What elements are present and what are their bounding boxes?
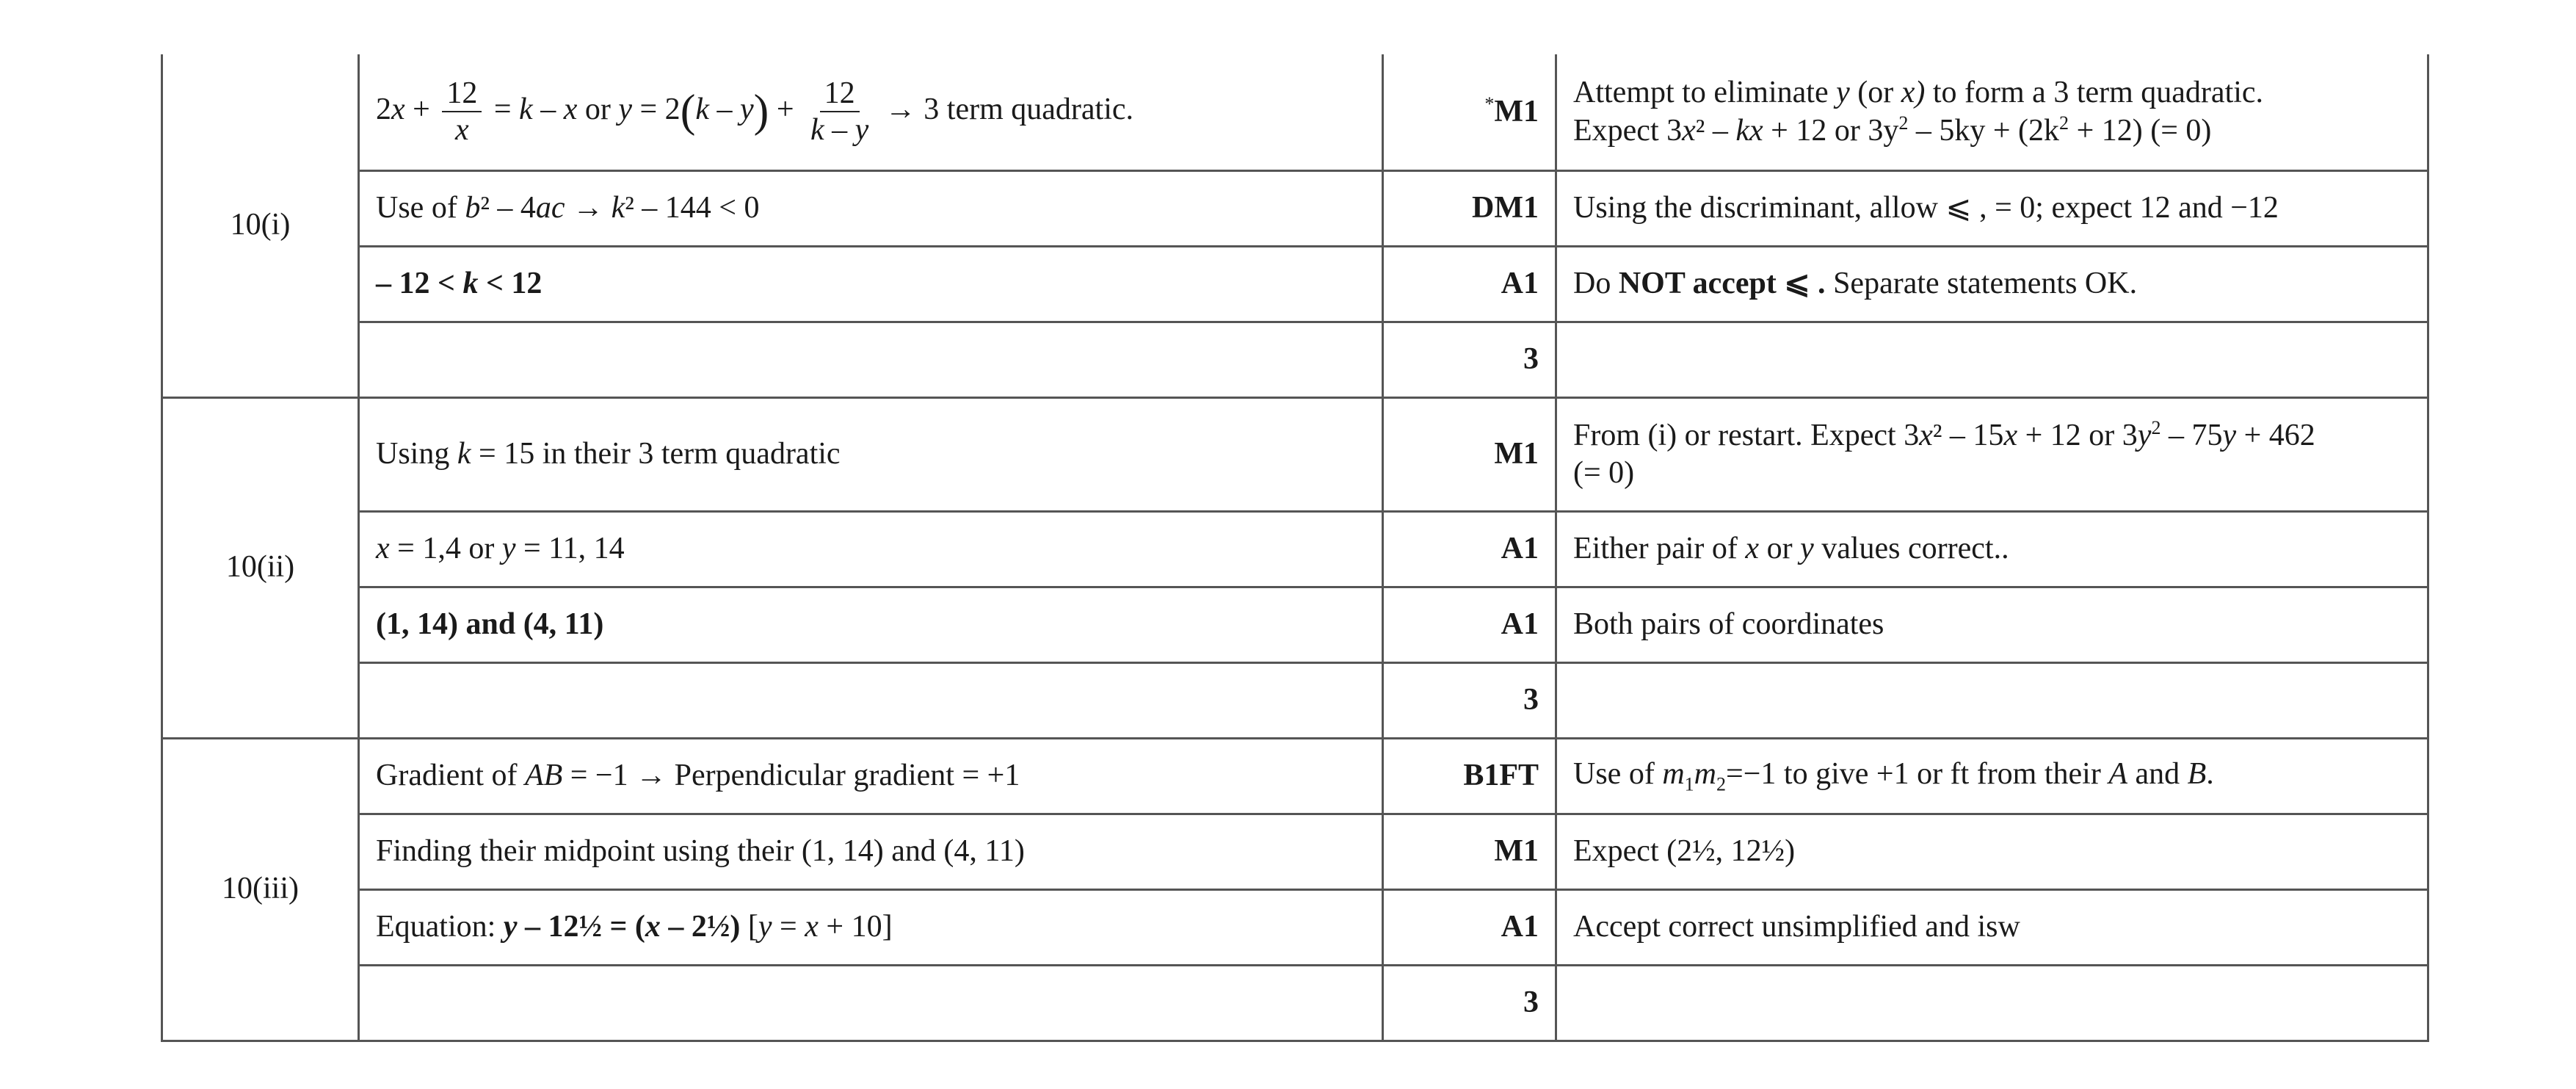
guidance-cell: Using the discriminant, allow ⩽ , = 0; expect 12 and −12 <box>1556 170 2428 246</box>
mark-cell: A1 <box>1383 587 1556 662</box>
table-row <box>162 511 2428 587</box>
question-number: 10(ii) <box>162 397 359 738</box>
answer-cell: Equation: y – 12½ = (x – 2½) [y = x + 10] <box>359 889 1383 965</box>
mark-cell: M1 <box>1383 814 1556 889</box>
guidance-cell: Attempt to eliminate y (or x) to form a 3 term quadratic. Expect 3x² – kx + 12 or $3y^2 - 5ky + (2k^2 + 12)$ (= 0) <box>1556 54 2428 170</box>
answer-cell <box>359 965 1383 1041</box>
table-row <box>162 587 2428 662</box>
question-number: 10(iii) <box>162 738 359 1041</box>
table-row <box>162 738 2428 814</box>
table-row <box>162 889 2428 965</box>
table-row <box>162 965 2428 1041</box>
guidance-cell <box>1556 965 2428 1041</box>
answer-cell: Use of b² – 4ac → k² – 144 < 0 <box>359 170 1383 246</box>
answer-cell <box>359 322 1383 397</box>
mark-cell: B1FT <box>1383 738 1556 814</box>
total-marks: 3 <box>1383 322 1556 397</box>
guidance-cell: Do NOT accept ⩽ . Separate statements OK. <box>1556 246 2428 322</box>
total-marks: 3 <box>1383 662 1556 738</box>
table-row <box>162 397 2428 511</box>
table-row <box>162 54 2428 170</box>
table-row <box>162 322 2428 397</box>
guidance-cell: Use of $m_1m_2=-1$ to give +1 or ft from their A and B. <box>1556 738 2428 814</box>
guidance-cell: Both pairs of coordinates <box>1556 587 2428 662</box>
fraction: $\frac{12}{k - y}$ <box>810 76 869 148</box>
mark-scheme-table <box>161 54 2429 1042</box>
question-number: 10(i) <box>162 54 359 397</box>
answer-cell: Finding their midpoint using their (1, 14) and (4, 11) <box>359 814 1383 889</box>
guidance-cell <box>1556 322 2428 397</box>
total-marks: 3 <box>1383 965 1556 1041</box>
guidance-cell: Either pair of x or y values correct.. <box>1556 511 2428 587</box>
guidance-cell <box>1556 662 2428 738</box>
guidance-cell: From (i) or restart. Expect 3x² – 15x + 12 or $3y^2 - 75y + 462$ (= 0) <box>1556 397 2428 511</box>
table-row <box>162 662 2428 738</box>
guidance-cell: Accept correct unsimplified and isw <box>1556 889 2428 965</box>
mark-cell: A1 <box>1383 511 1556 587</box>
mark-cell: DM1 <box>1383 170 1556 246</box>
answer-cell <box>359 662 1383 738</box>
answer-cell: – 12 < k < 12 <box>359 246 1383 322</box>
mark-cell: A1 <box>1383 246 1556 322</box>
answer-cell: x = 1,4 or y = 11, 14 <box>359 511 1383 587</box>
mark-cell: A1 <box>1383 889 1556 965</box>
fraction: $\frac{12}{x}$ <box>442 76 482 148</box>
table-row <box>162 246 2428 322</box>
table-row <box>162 814 2428 889</box>
mark-cell: M1 <box>1383 397 1556 511</box>
answer-cell: 2x + $\frac{12}{x}$ = k – x or y = 2(k – y) + $\frac{12}{k - y}$ → 3 term quadratic. <box>359 54 1383 170</box>
answer-cell: Gradient of AB = −1 → Perpendicular gradient = +1 <box>359 738 1383 814</box>
table-row <box>162 170 2428 246</box>
answer-cell: Using k = 15 in their 3 term quadratic <box>359 397 1383 511</box>
guidance-cell: Expect (2½, 12½) <box>1556 814 2428 889</box>
answer-cell: (1, 14) and (4, 11) <box>359 587 1383 662</box>
mark-cell: *M1 <box>1383 54 1556 170</box>
